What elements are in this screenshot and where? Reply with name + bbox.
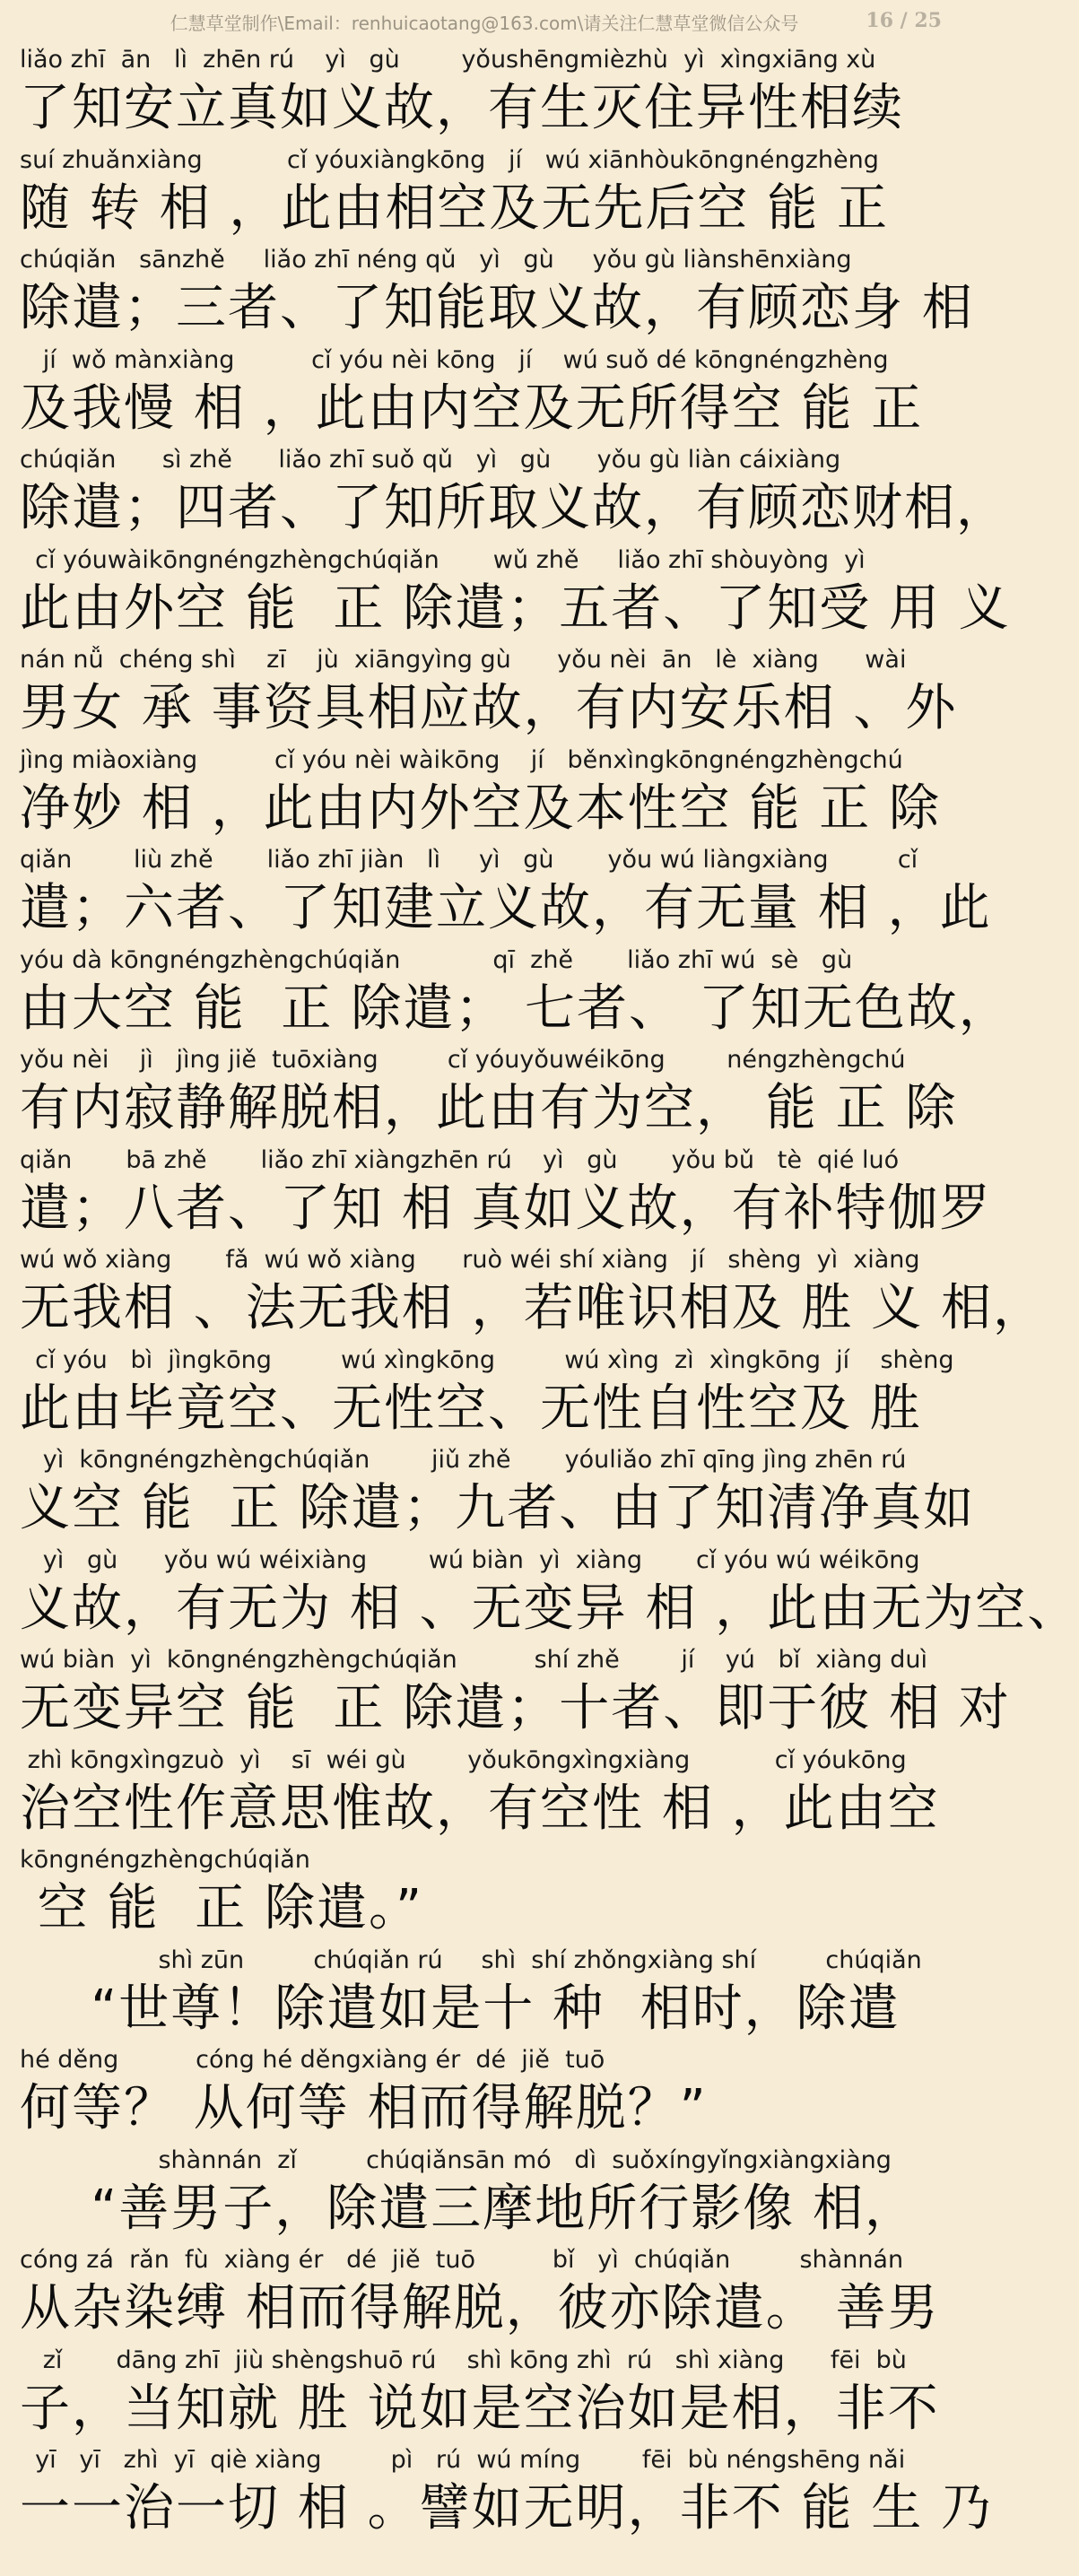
hanzi-row: 遣；八者、了知 相 真如义故，有补特伽罗 [20, 1179, 992, 1238]
header-watermark-text: 仁慧草堂制作\Email：renhuicaotang@163.com\请关注仁慧草堂微信公众号 [170, 13, 799, 34]
hanzi-row: 男女 承 事资具相应故，有内安乐相 、外 [20, 679, 958, 737]
text-line [0, 144, 969, 244]
hanzi-row: 及我慢 相 ，此由内空及无所得空 能 正 [20, 379, 924, 438]
pinyin-row: chúqiǎn sì zhě liǎo zhī suǒ qǔ yì gù yǒu gù liàn cáixiàng [20, 446, 841, 474]
hanzi-row: 除遣；四者、了知所取义故，有顾恋财相， [20, 479, 1008, 537]
hanzi-row: 空 能 正 除遣。” [20, 1879, 424, 1937]
pinyin-row: shì zūn chúqiǎn rú shì shí zhǒngxiàng shí chúqiǎn [20, 1945, 922, 1974]
text-line [0, 1243, 1046, 1344]
hanzi-row: 由大空 能 正 除遣； 七者、 了知无色故， [20, 979, 1011, 1038]
hanzi-row: 随 转 相 ，此由相空及无先后空 能 正 [20, 178, 890, 238]
text-line [0, 1944, 969, 2044]
pinyin-row: wú biàn yì kōngnéngzhèngchúqiǎn shí zhě jí yú bǐ xiàng duì [20, 1646, 928, 1674]
hanzi-row: 除遣；三者、了知能取义故，有顾恋身 相 [20, 279, 974, 337]
pinyin-row: zhì kōngxìngzuò yì sī wéi gù yǒukōngxìngxiàng cǐ yóukōng [20, 1745, 907, 1774]
text-line [0, 1744, 969, 1844]
pinyin-row: chúqiǎn sānzhě liǎo zhī néng qǔ yì gù yǒu gù liànshēnxiàng [20, 246, 852, 274]
pinyin-row: shànnán zǐ chúqiǎnsān mó dì suǒxíngyǐngxiàngxiàng [20, 2145, 892, 2174]
text-line [0, 2043, 969, 2144]
text-line [0, 1643, 1011, 1744]
pinyin-row: yì kōngnéngzhèngchúqiǎn jiǔ zhě yóuliǎo zhī qīng jìng zhēn rú [20, 1446, 907, 1474]
pinyin-row: suí zhuǎnxiàng cǐ yóuxiàngkōng jí wú xiānhòukōngnéngzhèng [20, 145, 879, 174]
hanzi-row: 了知安立真如义故，有生灭住异性相续 [20, 79, 904, 137]
pinyin-row: cǐ yóu bì jìngkōng wú xìngkōng wú xìng zì xìngkōng jí shèng [20, 1345, 954, 1374]
hanzi-row: “世尊！除遣如是十 种 相时，除遣 [20, 1979, 901, 2038]
text-line [0, 1544, 1079, 1644]
text-line [0, 744, 969, 844]
text-line [0, 344, 969, 444]
hanzi-row: 何等？ 从何等 相而得解脱？” [20, 2079, 708, 2137]
hanzi-row: 净妙 相 ，此由内外空及本性空 能 正 除 [20, 779, 942, 838]
pinyin-row: yóu dà kōngnéngzhèngchúqiǎn qī zhě liǎo zhī wú sè gù [20, 945, 853, 974]
pinyin-row: qiǎn bā zhě liǎo zhī xiàngzhēn rú yì gù yǒu bǔ tè qié luó [20, 1145, 900, 1174]
hanzi-row: 无我相 、法无我相 ，若唯识相及 胜 义 相， [20, 1279, 1046, 1337]
pinyin-row: cóng zá rǎn fù xiàng ér dé jiě tuō bǐ yì chúqiǎn shànnán [20, 2246, 904, 2274]
text-line [0, 843, 992, 944]
hanzi-row: 此由外空 能 正 除遣；五者、了知受 用 义 [20, 579, 1011, 638]
pinyin-row: hé děng cóng hé děngxiàng ér dé jiě tuō [20, 2046, 605, 2074]
text-line [0, 944, 1011, 1044]
pinyin-row: zǐ dāng zhī jiù shèngshuō rú shì kōng zhì rú shì xiàng fēi bù [20, 2345, 907, 2374]
pinyin-row: jìng miàoxiàng cǐ yóu nèi wàikōng jí běnxìngkōngnéngzhèngchú [20, 745, 903, 774]
hanzi-row: “善男子，除遣三摩地所行影像 相， [20, 2179, 918, 2238]
text-line [0, 1843, 969, 1944]
text-line [0, 1144, 992, 1244]
hanzi-row: 子，当知就 胜 说如是空治如是相，非不 [20, 2379, 940, 2438]
text-line [0, 243, 974, 344]
text-line [0, 1043, 969, 1144]
pinyin-row: liǎo zhī ān lì zhēn rú yì gù yǒushēngmièzhù yì xìngxiāng xù [20, 46, 876, 74]
hanzi-row: 治空性作意思惟故，有空性 相 ，此由空 [20, 1779, 940, 1838]
hanzi-row: 从杂染缚 相而得解脱，彼亦除遣。 善男 [20, 2279, 940, 2337]
hanzi-row: 有内寂静解脱相，此由有为空， 能 正 除 [20, 1079, 958, 1137]
pinyin-row: yì gù yǒu wú wéixiàng wú biàn yì xiàng cǐ yóu wú wéikōng [20, 1545, 920, 1574]
text-line [0, 544, 1011, 644]
pinyin-row: jí wǒ mànxiàng cǐ yóu nèi kōng jí wú suǒ dé kōngnéngzhèng [20, 345, 889, 374]
text-line [0, 2344, 969, 2444]
text-line [0, 643, 969, 744]
text-line [0, 443, 1008, 544]
hanzi-row: 此由毕竟空、无性空、无性自性空及 胜 [20, 1379, 922, 1438]
hanzi-row: 遣；六者、了知建立义故，有无量 相 ，此 [20, 879, 992, 937]
page-header [0, 0, 969, 43]
pinyin-row: wú wǒ xiàng fǎ wú wǒ xiàng ruò wéi shí xiàng jí shèng yì xiàng [20, 1246, 920, 1274]
text-line [0, 2144, 969, 2244]
pinyin-row: yī yī zhì yī qiè xiàng pì rú wú míng fēi bù néngshēng nǎi [20, 2446, 906, 2474]
text-line [0, 2443, 994, 2544]
hanzi-row: 义空 能 正 除遣；九者、由了知清净真如 [20, 1479, 976, 1537]
pinyin-row: qiǎn liù zhě liǎo zhī jiàn lì yì gù yǒu wú liàngxiàng cǐ [20, 846, 918, 874]
pinyin-row: kōngnéngzhèngchúqiǎn [20, 1846, 310, 1874]
text-line [0, 2243, 969, 2344]
pinyin-row: yǒu nèi jì jìng jiě tuōxiàng cǐ yóuyǒuwéikōng néngzhèngchú [20, 1046, 906, 1074]
hanzi-row: 一一治一切 相 。譬如无明，非不 能 生 乃 [20, 2479, 994, 2537]
text-line [0, 1443, 976, 1544]
text-line [0, 1344, 969, 1444]
page-number: 16 / 25 [866, 9, 942, 32]
pinyin-row: nán nǚ chéng shì zī jù xiāngyìng gù yǒu nèi ān lè xiàng wài [20, 646, 907, 674]
text-line [0, 43, 969, 144]
hanzi-row: 无变异空 能 正 除遣；十者、即于彼 相 对 [20, 1679, 1011, 1737]
hanzi-row: 义故，有无为 相 、无变异 相 ，此由无为空、 [20, 1579, 1079, 1638]
text-body [0, 43, 1079, 2544]
pinyin-row: cǐ yóuwàikōngnéngzhèngchúqiǎn wǔ zhě liǎo zhī shòuyòng yì [20, 545, 866, 574]
